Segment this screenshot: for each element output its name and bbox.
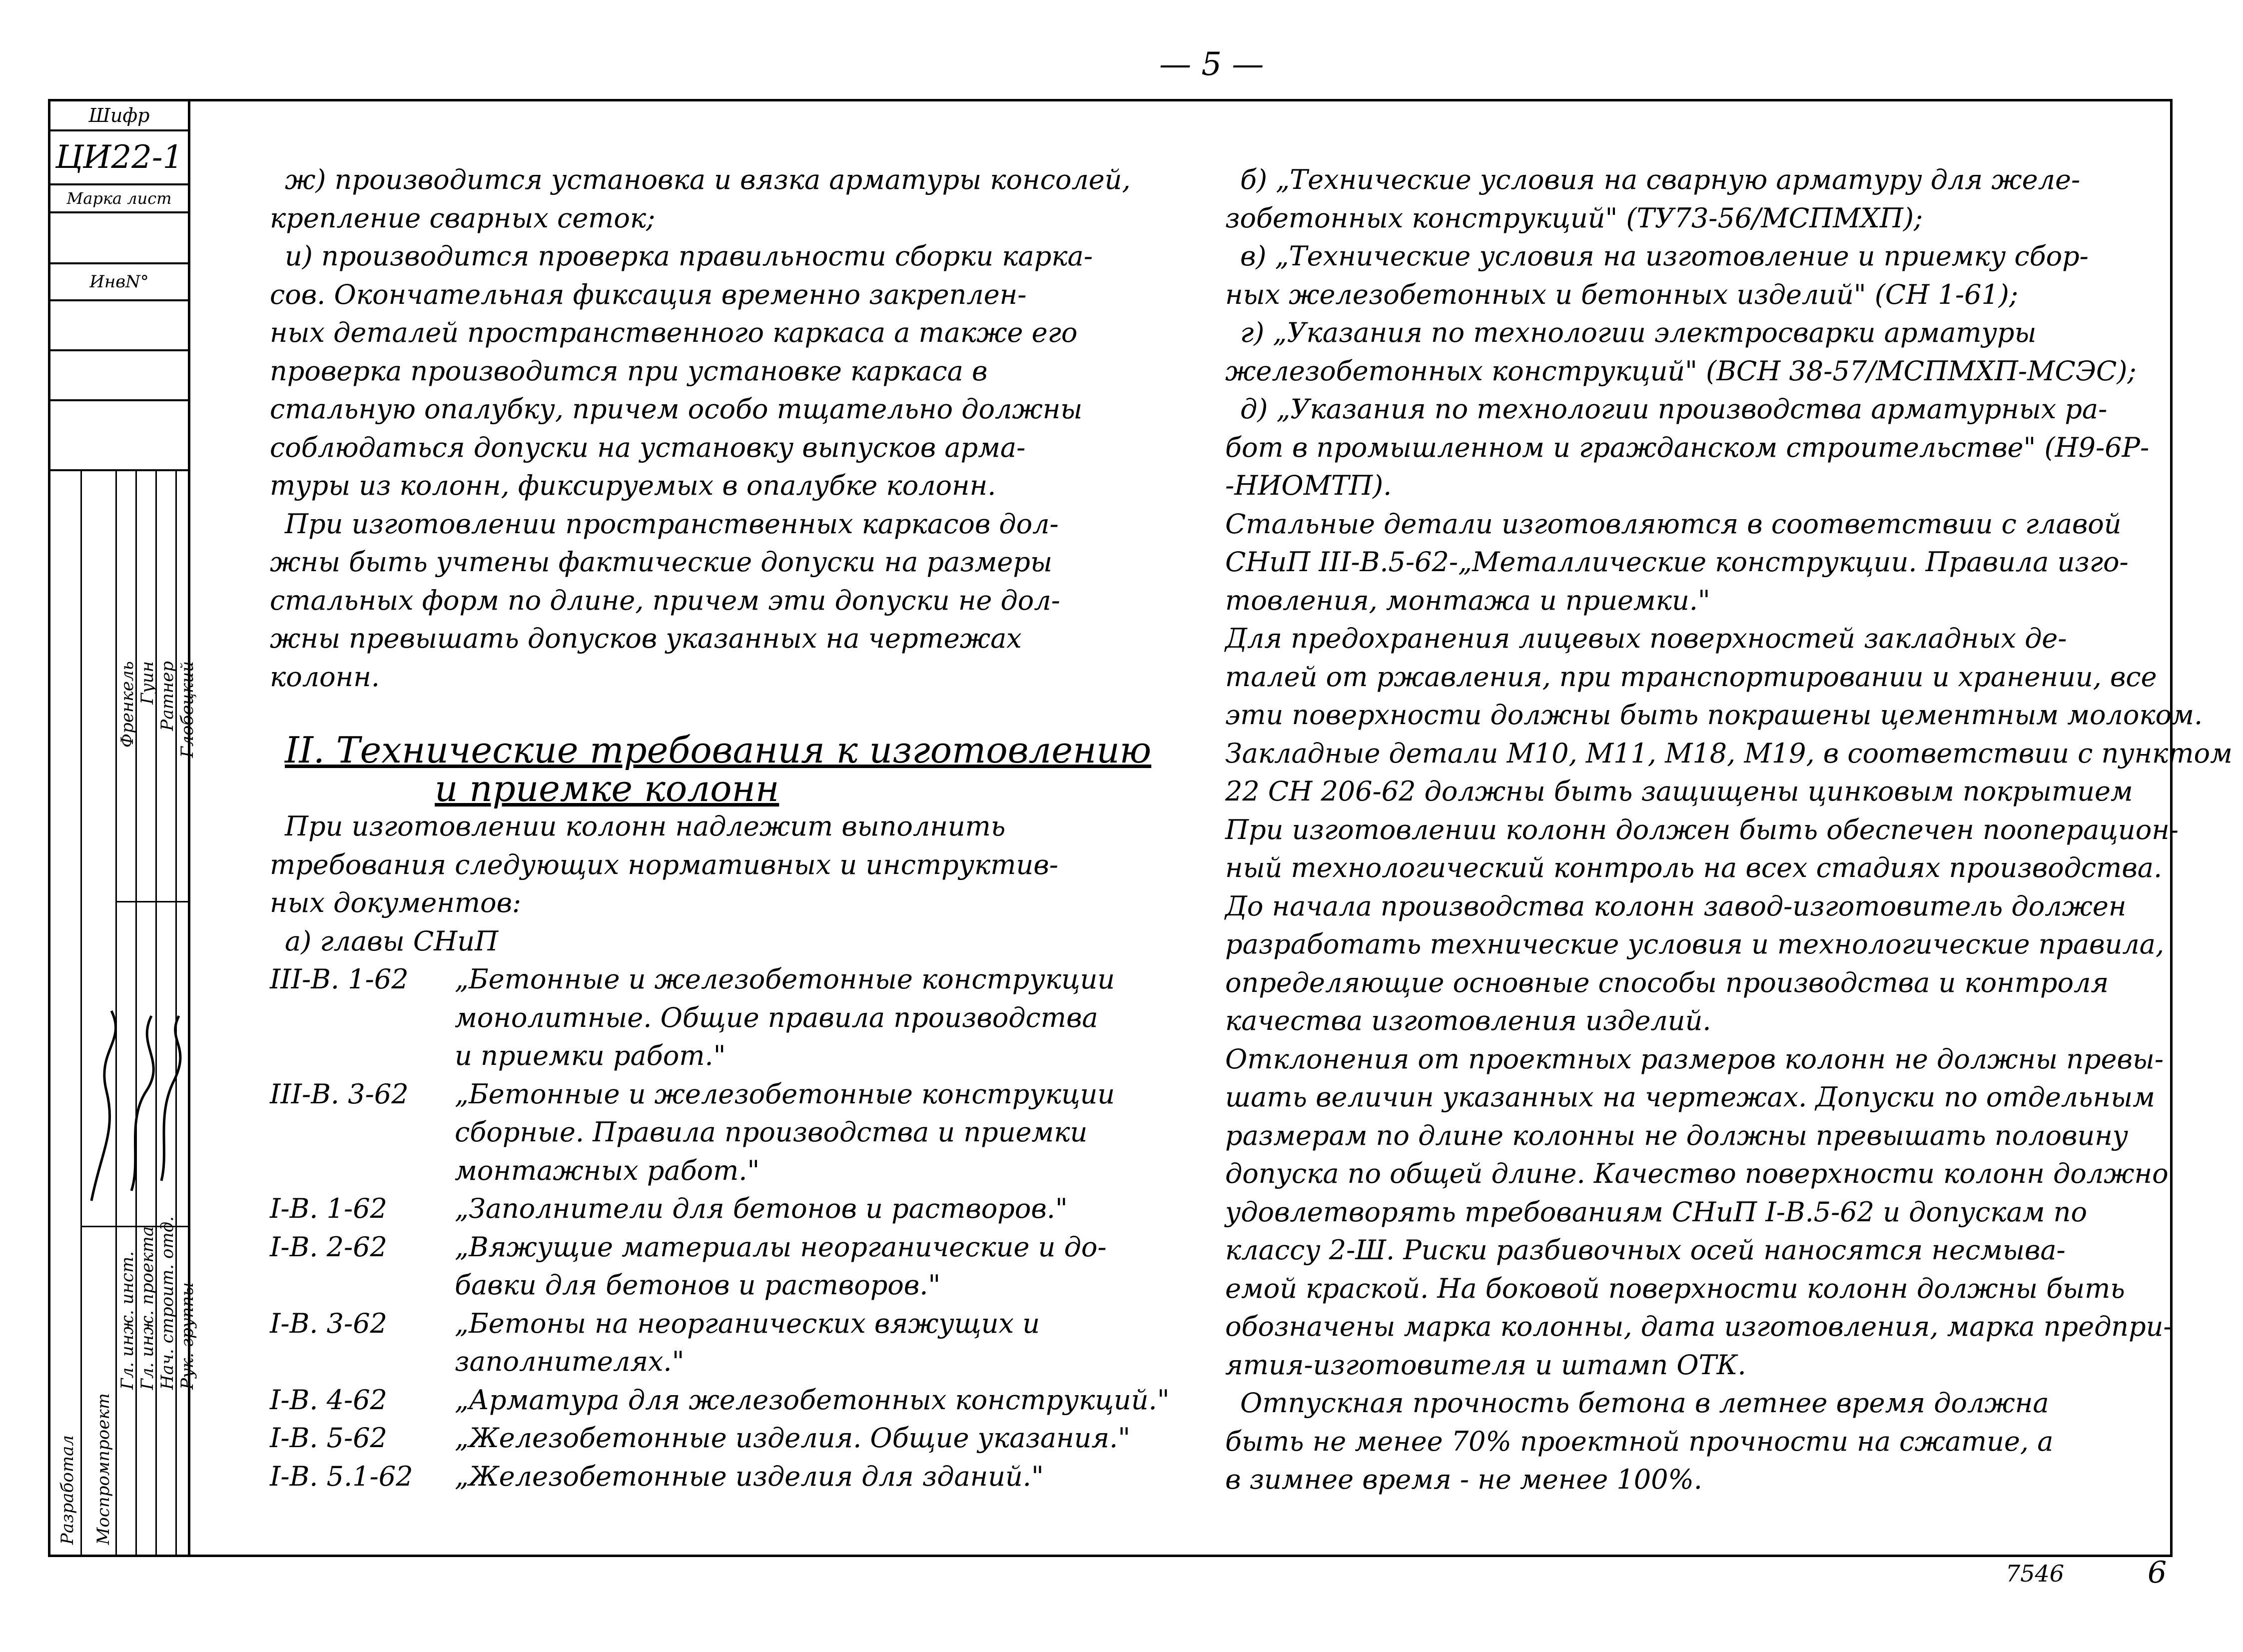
reference-item [270, 1381, 1184, 1420]
text-line: ятия-изготовителя и штамп ОТК. [1225, 1349, 1746, 1381]
text-line: ных деталей пространственного каркаса а также его [270, 317, 1078, 348]
text-line: и) производится проверка правильности сборки карка- [285, 240, 1093, 272]
reference-item [270, 1458, 1184, 1496]
reference-code: III-В. 3-62 [270, 1078, 409, 1110]
signature-name: Гуин [137, 661, 157, 705]
text-line: СНиП III-В.5-62-„Металлические конструкции. Правила изго- [1225, 546, 2129, 578]
reference-item [270, 1305, 1184, 1381]
text-line: быть не менее 70% проектной прочности на сжатие, а [1225, 1425, 2054, 1457]
reference-item [270, 1190, 1184, 1228]
text-line: размерам по длине колонны не должны превышать половину [1225, 1119, 2129, 1151]
inv-cell-1 [50, 301, 188, 351]
reference-item [270, 1075, 1184, 1190]
shifr-value: ЦИ22-1 [55, 139, 183, 176]
reference-item [270, 1228, 1184, 1305]
text-line: При изготовлении колонн надлежит выполнить [285, 811, 1006, 842]
reference-code: I-В. 5-62 [270, 1422, 387, 1454]
marka-list-label: Марка лист [50, 183, 188, 213]
reference-title: „Арматура для железобетонных конструкций." [455, 1384, 1170, 1416]
text-line: зобетонных конструкций" (ТУ73-56/МСПМХП); [1225, 202, 1923, 234]
text-line: г) „Указания по технологии электросварки арматуры [1240, 317, 2037, 348]
text-line: Для предохранения лицевых поверхностей закладных де- [1225, 623, 2067, 654]
left-column [270, 161, 1184, 1496]
text-line: колонн. [270, 661, 380, 693]
text-line: Стальные детали изготовляются в соответствии с главой [1225, 508, 2122, 540]
text-line: Отклонения от проектных размеров колонн не должны превы- [1225, 1043, 2164, 1075]
reference-title: „Бетонные и железобетонные конструкции [455, 1078, 1115, 1110]
reference-title: бавки для бетонов и растворов." [455, 1269, 941, 1301]
text-line: удовлетворять требованиям СНиП I-В.5-62 и допускам по [1225, 1196, 2087, 1228]
reference-code: I-В. 2-62 [270, 1231, 387, 1263]
reference-item [270, 960, 1184, 1075]
archive-number: 7546 [2006, 1560, 2065, 1587]
section-heading: II. Технические требования к изготовлению [285, 729, 1152, 771]
marka-list-cell [50, 213, 188, 264]
text-line: эти поверхности должны быть покрашены цементным молоком. [1225, 699, 2203, 731]
text-line: ных железобетонных и бетонных изделий" (СН 1-61); [1225, 278, 2019, 310]
reference-title: сборные. Правила производства и приемки [455, 1116, 1088, 1148]
text-line: железобетонных конструкций" (ВСН 38-57/МСПМХП-МСЭС); [1225, 355, 2137, 387]
reference-code: I-В. 4-62 [270, 1384, 387, 1416]
signature-name: Ратнер [157, 661, 177, 731]
text-line: стальных форм по длине, причем эти допуски не дол- [270, 584, 1060, 616]
section-heading: и приемке колонн [435, 767, 779, 810]
role-group-head: Рук. группы [177, 1282, 197, 1390]
reference-title: „Железобетонные изделия. Общие указания." [455, 1422, 1131, 1454]
reference-title: „Вяжущие материалы неорганические и до- [455, 1231, 1107, 1263]
text-line: в) „Технические условия на изготовление и приемку сбор- [1240, 240, 2089, 272]
inv-label: ИнвN° [50, 264, 188, 301]
list-intro: а) главы СНиП [285, 925, 499, 957]
text-line: д) „Указания по технологии производства арматурных ра- [1240, 393, 2108, 425]
reference-title: „Заполнители для бетонов и растворов." [455, 1193, 1068, 1224]
text-line: емой краской. На боковой поверхности колонн должны быть [1225, 1272, 2125, 1304]
text-line: товления, монтажа и приемки." [1225, 584, 1710, 616]
text-line: 22 СН 206-62 должны быть защищены цинковым покрытием [1225, 776, 2133, 807]
role-chief-engineer: Гл. инж. инст. [117, 1251, 137, 1390]
reference-code: I-В. 1-62 [270, 1193, 387, 1224]
signatures-icon [81, 1001, 189, 1216]
text-line: крепление сварных сеток; [270, 202, 656, 234]
text-line: Закладные детали М10, М11, М18, М19, в соответствии с пунктом [1225, 737, 2233, 769]
reference-item [270, 1419, 1184, 1458]
reference-title: и приемки работ." [455, 1040, 726, 1071]
text-line: -НИОМТП). [1225, 470, 1392, 501]
text-line: До начала производства колонн завод-изготовитель должен [1225, 890, 2127, 922]
text-line: ж) производится установка и вязка арматуры консолей, [285, 164, 1131, 195]
role-developer: Разработал [57, 1435, 77, 1545]
text-line: определяющие основные способы производства и контроля [1225, 966, 2109, 998]
org-name: Моспромпроект [93, 1393, 113, 1545]
reference-title: заполнителях." [455, 1346, 685, 1377]
reference-title: монтажных работ." [455, 1154, 760, 1186]
text-line: ных документов: [270, 887, 522, 918]
right-column [1225, 161, 2233, 1499]
signature-name: Френкель [117, 661, 137, 748]
text-line: шать величин указанных на чертежах. Допуски по отдельным [1225, 1081, 2155, 1113]
text-line: требования следующих нормативных и инструктив- [270, 848, 1058, 880]
text-line: классу 2-Ш. Риски разбивочных осей наносятся несмыва- [1225, 1234, 2066, 1266]
reference-title: „Бетонные и железобетонные конструкции [455, 963, 1115, 995]
divider [115, 901, 188, 902]
text-line: стальную опалубку, причем особо тщательно должны [270, 393, 1083, 425]
text-line: ный технологический контроль на всех стадиях производства. [1225, 852, 2163, 883]
text-line: в зимнее время - не менее 100%. [1225, 1464, 1702, 1495]
text-line: При изготовлении колонн должен быть обеспечен пооперацион- [1225, 814, 2179, 845]
text-line: допуска по общей длине. Качество поверхности колонн должно [1225, 1158, 2169, 1189]
role-project-engineer: Гл. инж. проекта [137, 1226, 157, 1390]
text-line: соблюдаться допуски на установку выпусков арма- [270, 431, 1026, 463]
text-line: При изготовлении пространственных каркасов дол- [285, 508, 1059, 540]
text-line: туры из колонн, фиксируемых в опалубке колонн. [270, 470, 996, 501]
text-line: качества изготовления изделий. [1225, 1005, 1711, 1036]
page-number: — 5 — [1159, 46, 1264, 83]
text-line: талей от ржавления, при транспортировании и хранении, все [1225, 661, 2157, 693]
text-line: жны быть учтены фактические допуски на размеры [270, 546, 1052, 578]
reference-title: „Бетоны на неорганических вяжущих и [455, 1307, 1040, 1339]
title-block [48, 99, 197, 1557]
text-line: б) „Технические условия на сварную арматуру для желе- [1240, 164, 2081, 195]
text-line: бот в промышленном и гражданском строительстве" (Н9-6Р- [1225, 431, 2150, 463]
sheet-number: 6 [2148, 1555, 2167, 1590]
reference-title: монолитные. Общие правила производства [455, 1001, 1098, 1033]
text-line: проверка производится при установке каркаса в [270, 355, 988, 387]
text-line: жны превышать допусков указанных на чертежах [270, 623, 1022, 654]
role-department-head: Нач. строит. отд. [157, 1216, 177, 1390]
signature-name: Глобецкий [177, 661, 197, 758]
reference-code: I-В. 3-62 [270, 1307, 387, 1339]
text-line: разработать технические условия и технологические правила, [1225, 928, 2165, 960]
text-line: обозначены марка колонны, дата изготовления, марка предпри- [1225, 1311, 2173, 1342]
inv-cell-2 [50, 351, 188, 401]
text-line: Отпускная прочность бетона в летнее время должна [1240, 1387, 2049, 1419]
reference-code: I-В. 5.1-62 [270, 1460, 413, 1492]
inv-cell-3 [50, 401, 188, 471]
shifr-label: Шифр [50, 101, 188, 131]
text-line: сов. Окончательная фиксация временно закреплен- [270, 278, 1027, 310]
reference-title: „Железобетонные изделия для зданий." [455, 1460, 1044, 1492]
reference-code: III-В. 1-62 [270, 963, 409, 995]
